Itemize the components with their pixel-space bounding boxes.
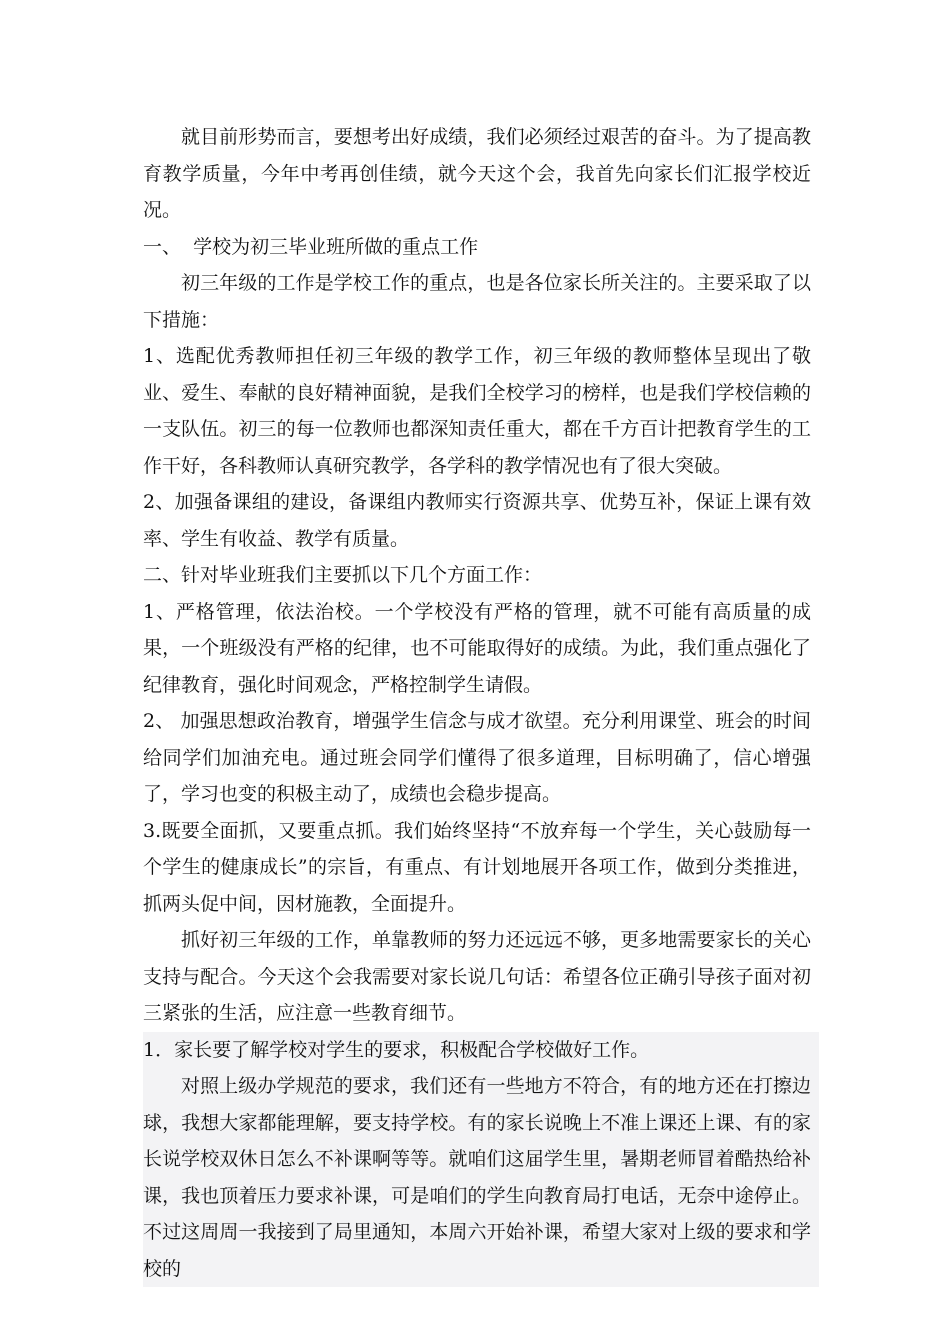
section-two-item-1: 1、严格管理，依法治校。一个学校没有严格的管理，就不可能有高质量的成果，一个班级没有严格的纪律，也不可能取得好的成绩。为此，我们重点强化了纪律教育，强化时间观念，严格控制学生请假。 [143, 600, 811, 696]
section-one-intro: 初三年级的工作是学校工作的重点，也是各位家长所关注的。主要采取了以下措施： [143, 272, 811, 331]
parents-paragraph: 抓好初三年级的工作，单靠教师的努力还远远不够，更多地需要家长的关心支持与配合。今天这个会我需要对家长说几句话：希望各位正确引导孩子面对初三紧张的生活，应注意一些教育细节。 [143, 929, 811, 1024]
section-two-item-2: 2、 加强思想政治教育，增强学生信念与成才欲望。充分利用课堂、班会的时间给同学们加油充电。通过班会同学们懂得了很多道理，目标明确了，信心增强了，学习也变的积极主动了，成绩也会稳步提高。 [143, 710, 811, 805]
section-heading-one: 一、 学校为初三毕业班所做的重点工作 [143, 235, 479, 258]
section-heading-two: 二、针对毕业班我们主要抓以下几个方面工作： [143, 564, 543, 586]
intro-paragraph: 就目前形势而言，要想考出好成绩，我们必须经过艰苦的奋斗。为了提高教育教学质量，今年中考再创佳绩，就今天这个会，我首先向家长们汇报学校近况。 [143, 126, 811, 221]
document-body [143, 119, 811, 1287]
section-one-item-1: 1、选配优秀教师担任初三年级的教学工作，初三年级的教师整体呈现出了敬业、爱生、奉献的良好精神面貌，是我们全校学习的榜样，也是我们学校信赖的一支队伍。初三的每一位教师也都深知责任重大，都在千方百计把教育学生的工作干好，各科教师认真研究教学，各学科的教学情况也有了很大突破。 [143, 345, 811, 477]
section-two-item-3: 3.既要全面抓，又要重点抓。我们始终坚持“不放弃每一个学生，关心鼓励每一个学生的健康成长”的宗旨，有重点、有计划地展开各项工作，做到分类推进，抓两头促中间，因材施教，全面提升。 [143, 819, 811, 915]
parents-point-1-heading: 1．家长要了解学校对学生的要求，积极配合学校做好工作。 [143, 1032, 819, 1069]
parents-point-1-body: 对照上级办学规范的要求，我们还有一些地方不符合，有的地方还在打擦边球，我想大家都能理解，要支持学校。有的家长说晚上不准上课还上课、有的家长说学校双休日怎么不补课啊等等。就咱们这届学生里，暑期老师冒着酷热给补课，我也顶着压力要求补课，可是咱们的学生向教育局打电话，无奈中途停止。不过这周周一我接到了局里通知，本周六开始补课，希望大家对上级的要求和学校的 [143, 1068, 819, 1287]
section-one-item-2: 2、加强备课组的建设，备课组内教师实行资源共享、优势互补，保证上课有效率、学生有收益、教学有质量。 [143, 491, 811, 550]
